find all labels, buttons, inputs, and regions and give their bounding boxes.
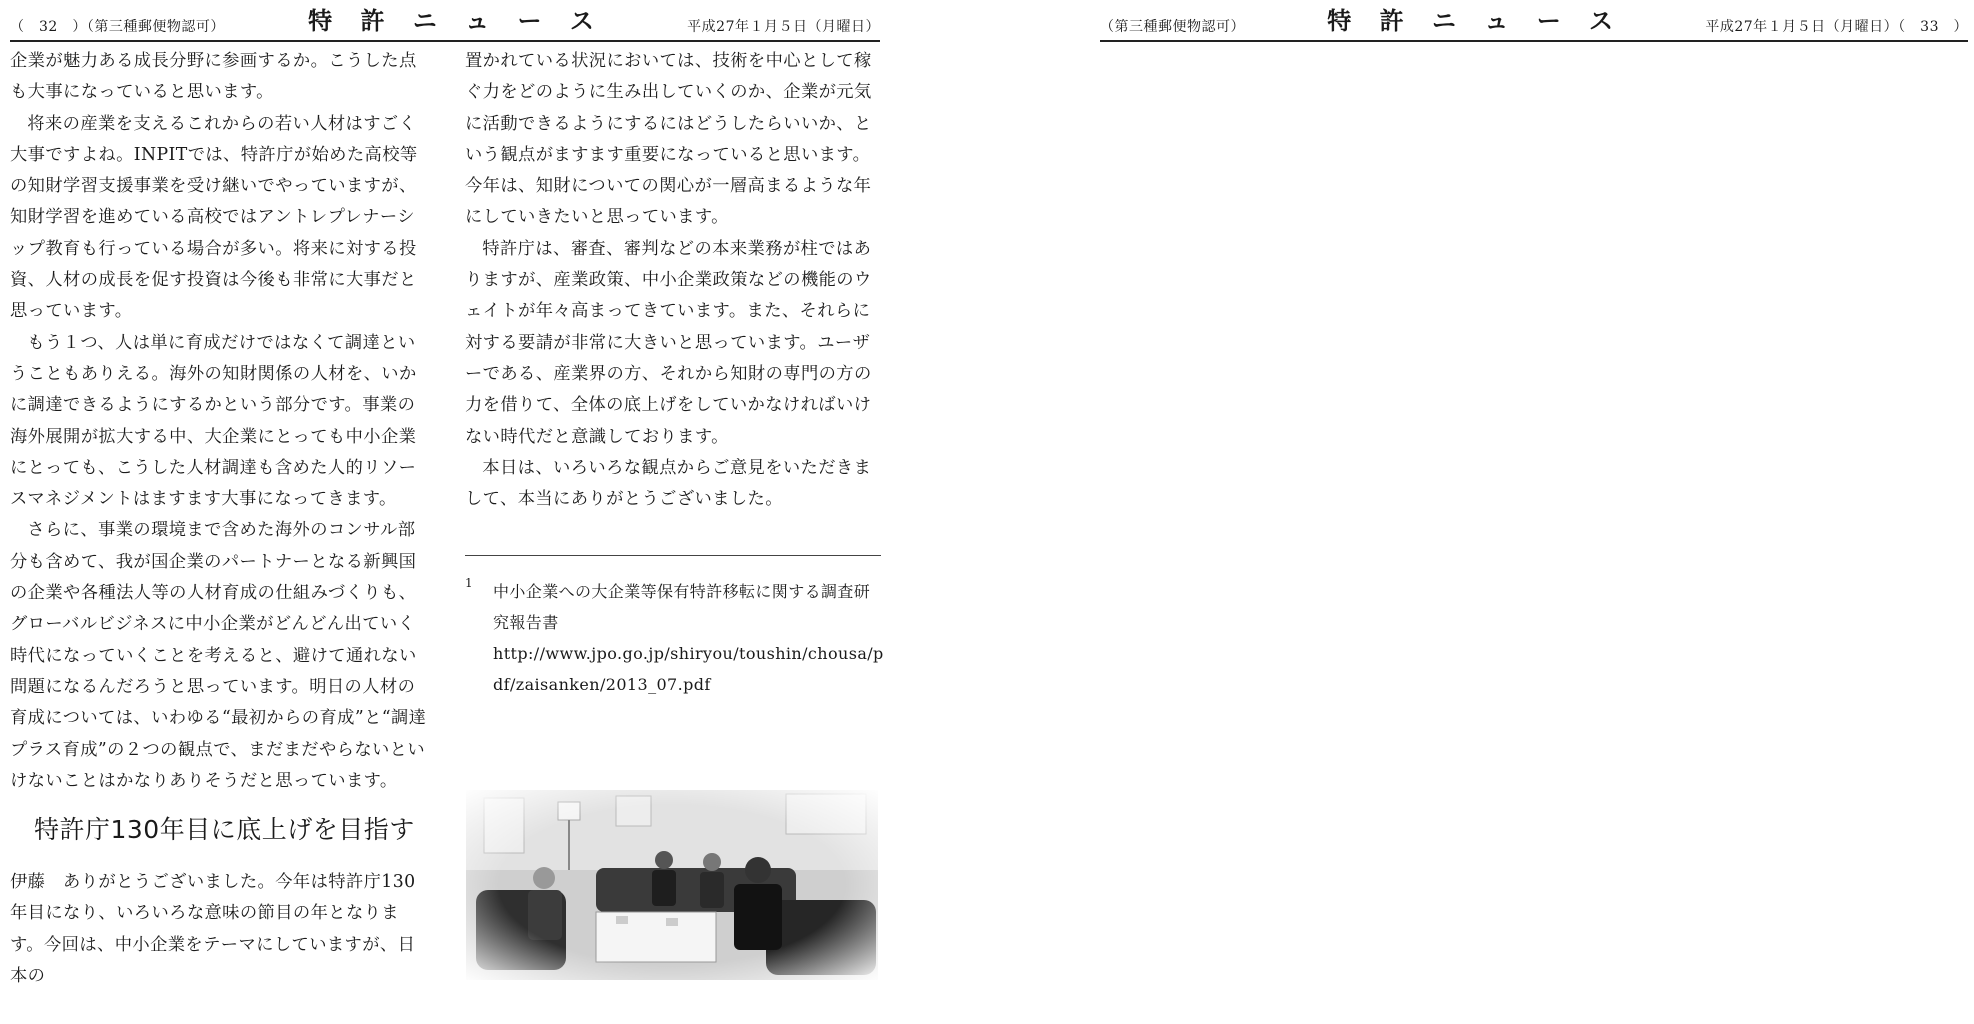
header-page-permit bbox=[10, 16, 225, 36]
article-paragraph: さらに、事業の環境まで含めた海外のコンサル部分も含めて、我が国企業のパートナーとなる新興国の企業や各種法人等の人材育成の仕組みづくりも、グローバルビジネスに中小企業がどんどん出ていく時代になっていくことを考えると、避けて通れない問題になるんだろうと思っています。明日の人材の育成については、いわゆる“最初からの育成”と“調達プラス育成”の２つの観点で、まだまだやらないといけないことはかなりありそうだと思っています。 bbox=[10, 520, 427, 791]
article-column-2 bbox=[465, 46, 885, 700]
left-page bbox=[0, 0, 890, 1024]
footnote-url: http://www.jpo.go.jp/shiryou/toushin/chousa/pdf/zaisanken/2013_07.pdf bbox=[493, 644, 884, 695]
page-number: （ 32 ） bbox=[10, 19, 87, 35]
article-paragraph: 特許庁は、審査、審判などの本来業務が柱ではありますが、産業政策、中小企業政策などの機能のウェイトが年々高まってきています。また、それらに対する要請が非常に大きいと思っています。ユーザーである、産業界の方、それから知財の専門の方の力を借りて、全体の底上げをしていかなければいけない時代だと意識しております。 bbox=[465, 238, 872, 447]
article-paragraph: 将来の産業を支えるこれからの若い人材はすごく大事ですよね。INPITでは、特許庁が始めた高校等の知財学習支援事業を受け継いでやっていますが、知財学習を進めている高校ではアントレプレナーシップ教育も行っている場合が多い。将来に対する投資、人材の成長を促す投資は今後も非常に大事だと思っています。 bbox=[10, 113, 418, 322]
newspaper-title: 特 許 ニ ュ ー ス bbox=[1327, 6, 1624, 35]
newspaper-title: 特 許 ニ ュ ー ス bbox=[308, 6, 604, 35]
article-paragraph: もう１つ、人は単に育成だけではなくて調達ということもありえる。海外の知財関係の人材を、いかに調達できるようにするかという部分です。事業の海外展開が拡大する中、大企業にとっても中小企業にとっても、こうした人材調達も含めた人的リソースマネジメントはますます大事になってきます。 bbox=[10, 332, 417, 510]
footnote bbox=[465, 576, 885, 700]
footnote-divider bbox=[465, 555, 881, 556]
right-page bbox=[1100, 0, 1974, 1024]
postal-permit: （第三種郵便物認可） bbox=[1100, 19, 1245, 35]
article-paragraph: 企業が魅力ある成長分野に参画するか。こうした点も大事になっていると思います。 bbox=[10, 51, 417, 103]
issue-date-and-page: 平成27年１月５日（月曜日）（ 33 ） bbox=[1705, 19, 1968, 35]
section-heading: 特許庁130年目に底上げを目指す bbox=[34, 815, 415, 845]
article-paragraph: 本日は、いろいろな観点からご意見をいただきまして、本当にありがとうございました。 bbox=[465, 457, 872, 510]
page-header bbox=[1100, 6, 1968, 42]
postal-permit: （第三種郵便物認可） bbox=[86, 19, 225, 35]
footnote-text: 中小企業への大企業等保有特許移転に関する調査研究報告書 bbox=[493, 582, 871, 633]
article-paragraph: 伊藤 ありがとうございました。今年は特許庁130年目になり、いろいろな意味の節目の年となります。今回は、中小企業をテーマにしていますが、日本の bbox=[10, 872, 416, 987]
page-header bbox=[10, 6, 880, 42]
article-paragraph: 置かれている状況においては、技術を中心として稼ぐ力をどのように生み出していくのか、企業が元気に活動できるようにするにはどうしたらいいか、という観点がますます重要になっていると思います。今年は、知財についての関心が一層高まるような年にしていきたいと思っています。 bbox=[465, 51, 872, 228]
footnote-mark: 1 bbox=[465, 576, 474, 591]
meeting-photo bbox=[466, 790, 878, 980]
issue-date: 平成27年１月５日（月曜日） bbox=[687, 19, 880, 35]
article-column-1 bbox=[10, 46, 430, 992]
